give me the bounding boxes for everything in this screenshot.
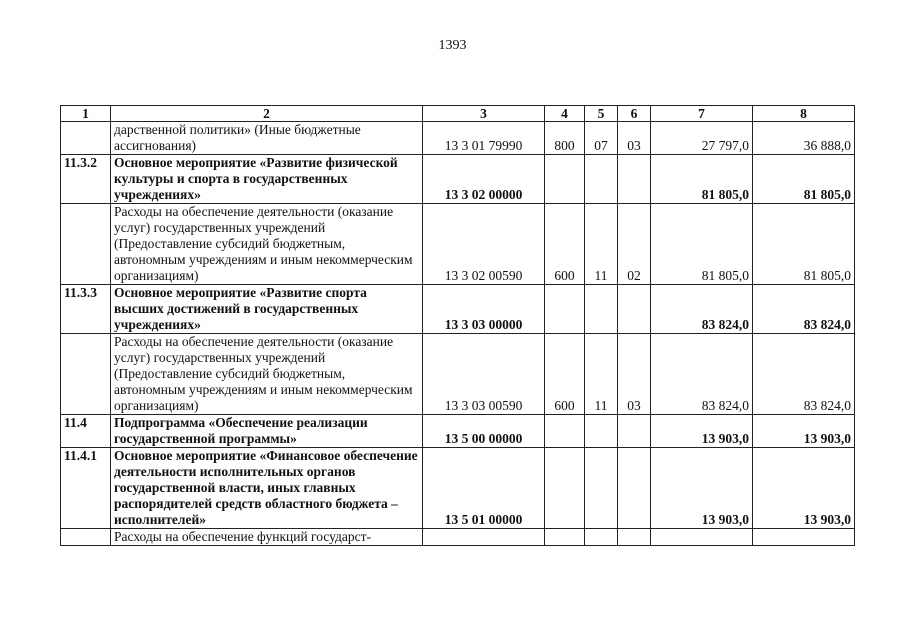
row-name-cell: Расходы на обеспечение функций государст- <box>111 529 423 546</box>
row-col4-cell: 800 <box>545 122 585 155</box>
row-col5-cell: 11 <box>585 204 618 285</box>
budget-table <box>60 105 855 546</box>
row-value8-cell: 36 888,0 <box>753 122 855 155</box>
row-number-cell <box>61 122 111 155</box>
row-value7-cell <box>651 529 753 546</box>
header-cell: 3 <box>423 106 545 122</box>
row-col4-cell <box>545 155 585 204</box>
row-code-cell: 13 3 03 00000 <box>423 285 545 334</box>
row-col4-cell: 600 <box>545 204 585 285</box>
row-value7-cell: 83 824,0 <box>651 334 753 415</box>
row-col6-cell <box>618 529 651 546</box>
header-cell: 7 <box>651 106 753 122</box>
row-value7-cell: 27 797,0 <box>651 122 753 155</box>
row-value7-cell: 83 824,0 <box>651 285 753 334</box>
row-number-cell <box>61 529 111 546</box>
row-name-cell: Подпрограмма «Обеспечение реализации государственной программы» <box>111 415 423 448</box>
row-name-cell: дарственной политики» (Иные бюджетные ассигнования) <box>111 122 423 155</box>
table-row <box>61 155 855 204</box>
table-row <box>61 415 855 448</box>
row-code-cell: 13 5 00 00000 <box>423 415 545 448</box>
row-col4-cell <box>545 285 585 334</box>
row-number-cell <box>61 334 111 415</box>
row-code-cell: 13 3 01 79990 <box>423 122 545 155</box>
row-name-cell: Основное мероприятие «Развитие спорта высших достижений в государственных учреждениях» <box>111 285 423 334</box>
table-row <box>61 529 855 546</box>
row-value7-cell: 13 903,0 <box>651 448 753 529</box>
row-name-cell: Расходы на обеспечение деятельности (оказание услуг) государственных учреждений (Предоставление субсидий бюджетным, автономным учреждениям и иным некоммерческим организациям) <box>111 334 423 415</box>
page-number: 1393 <box>438 38 467 53</box>
row-number-cell: 11.4.1 <box>61 448 111 529</box>
row-value8-cell: 13 903,0 <box>753 415 855 448</box>
table-row <box>61 334 855 415</box>
table-header-row <box>61 106 855 122</box>
row-col6-cell: 03 <box>618 122 651 155</box>
row-col6-cell <box>618 415 651 448</box>
row-value8-cell <box>753 529 855 546</box>
table-row <box>61 285 855 334</box>
row-value8-cell: 13 903,0 <box>753 448 855 529</box>
header-cell: 6 <box>618 106 651 122</box>
row-col4-cell <box>545 415 585 448</box>
row-code-cell <box>423 529 545 546</box>
row-col4-cell <box>545 529 585 546</box>
row-col4-cell: 600 <box>545 334 585 415</box>
row-name-cell: Расходы на обеспечение деятельности (оказание услуг) государственных учреждений (Предоставление субсидий бюджетным, автономным учреждениям и иным некоммерческим организациям) <box>111 204 423 285</box>
row-name-cell: Основное мероприятие «Развитие физической культуры и спорта в государственных учреждениях» <box>111 155 423 204</box>
header-cell: 1 <box>61 106 111 122</box>
row-value7-cell: 13 903,0 <box>651 415 753 448</box>
row-value8-cell: 81 805,0 <box>753 155 855 204</box>
table-row <box>61 122 855 155</box>
row-name-cell: Основное мероприятие «Финансовое обеспечение деятельности исполнительных органов государственной власти, иных главных распорядителей средств областного бюджета – исполнителей» <box>111 448 423 529</box>
row-col5-cell <box>585 155 618 204</box>
header-cell: 2 <box>111 106 423 122</box>
row-code-cell: 13 3 02 00590 <box>423 204 545 285</box>
header-cell: 4 <box>545 106 585 122</box>
row-value8-cell: 83 824,0 <box>753 285 855 334</box>
row-col6-cell: 03 <box>618 334 651 415</box>
header-cell: 5 <box>585 106 618 122</box>
row-col5-cell <box>585 285 618 334</box>
row-value8-cell: 81 805,0 <box>753 204 855 285</box>
row-col6-cell <box>618 448 651 529</box>
row-col4-cell <box>545 448 585 529</box>
row-col5-cell <box>585 415 618 448</box>
row-value7-cell: 81 805,0 <box>651 204 753 285</box>
row-number-cell: 11.3.2 <box>61 155 111 204</box>
row-col5-cell <box>585 529 618 546</box>
row-col6-cell: 02 <box>618 204 651 285</box>
row-col5-cell: 11 <box>585 334 618 415</box>
row-number-cell <box>61 204 111 285</box>
row-code-cell: 13 5 01 00000 <box>423 448 545 529</box>
row-col6-cell <box>618 285 651 334</box>
table-row <box>61 448 855 529</box>
row-col6-cell <box>618 155 651 204</box>
row-col5-cell <box>585 448 618 529</box>
row-number-cell: 11.3.3 <box>61 285 111 334</box>
row-number-cell: 11.4 <box>61 415 111 448</box>
header-cell: 8 <box>753 106 855 122</box>
row-value7-cell: 81 805,0 <box>651 155 753 204</box>
row-code-cell: 13 3 02 00000 <box>423 155 545 204</box>
row-col5-cell: 07 <box>585 122 618 155</box>
table-row <box>61 204 855 285</box>
row-code-cell: 13 3 03 00590 <box>423 334 545 415</box>
row-value8-cell: 83 824,0 <box>753 334 855 415</box>
